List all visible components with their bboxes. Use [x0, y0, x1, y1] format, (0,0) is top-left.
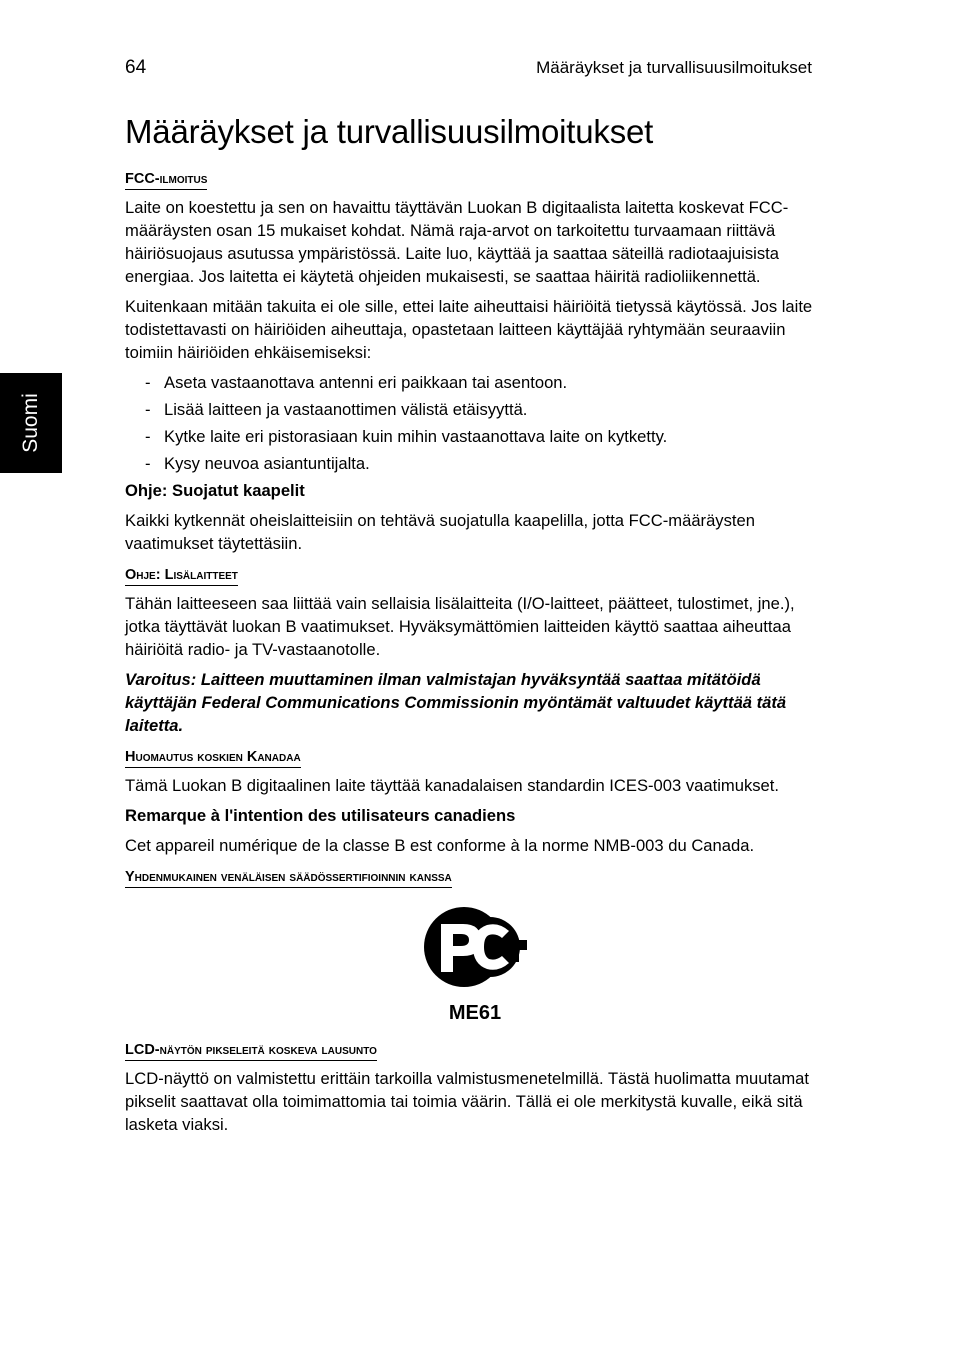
side-tab-label: Suomi — [19, 393, 42, 453]
pct-certification-logo-icon — [423, 906, 527, 988]
section-heading-peripherals: Ohje: Lisälaitteet — [125, 566, 238, 586]
lcd-text: LCD-näyttö on valmistettu erittäin tarkoilla valmistusmenetelmillä. Tästä huolimatta muutamat pikselit saattavat olla toimimattomia tai toimia väärin. Tällä ei ole merkitystä kuvalle, eikä sitä lasketa viaksi. — [125, 1069, 810, 1134]
list-item: - Lisää laitteen ja vastaanottimen välistä etäisyyttä. — [145, 400, 528, 419]
language-side-tab — [0, 373, 62, 473]
running-header: Määräykset ja turvallisuusilmoitukset — [536, 58, 812, 77]
logo-caption: ME61 — [448, 1002, 502, 1024]
section-heading-canada: Huomautus koskien Kanadaa — [125, 748, 301, 768]
fcc-measures-list — [125, 371, 825, 475]
list-item-text: Lisää laitteen ja vastaanottimen välistä etäisyyttä. — [164, 400, 528, 419]
cables-title: Ohje: Suojatut kaapelit — [125, 481, 305, 500]
warning-text: Varoitus: Laitteen muuttaminen ilman valmistajan hyväksyntää saattaa mitätöidä käyttäjän Federal Communications Commissionin myöntämät valtuudet käyttää tätä laitetta. — [125, 670, 787, 735]
cables-text: Kaikki kytkennät oheislaitteisiin on tehtävä suojatulla kaapelilla, jotta FCC-määräysten vaatimukset täytettäsiin. — [125, 511, 755, 553]
section-heading-lcd: LCD-näytön pikseleitä koskeva lausunto — [125, 1041, 377, 1061]
page-number: 64 — [125, 57, 147, 78]
list-item-text: Kysy neuvoa asiantuntijalta. — [164, 454, 370, 473]
list-item-text: Kytke laite eri pistorasiaan kuin mihin vastaanottava laite on kytketty. — [164, 427, 668, 446]
list-item: - Kytke laite eri pistorasiaan kuin mihin vastaanottava laite on kytketty. — [145, 427, 668, 446]
fcc-paragraph-1: Laite on koestettu ja sen on havaittu täyttävän Luokan B digitaalista laitetta koskevat FCC-määräysten osan 15 mukaiset kohdat. Nämä raja-arvot on tarkoitettu turvaamaan riittävä häiriösuojaus asutussa ympäristössä. Laite luo, käyttää ja saattaa säteillä radiotaajuisista energiaa. Jos laitetta ei käytetä ohjeiden mukaisesti, se saattaa häiritä radioliikennettä. — [125, 198, 789, 286]
list-item-text: Aseta vastaanottava antenni eri paikkaan tai asentoon. — [164, 373, 568, 392]
list-item: - Kysy neuvoa asiantuntijalta. — [145, 454, 370, 473]
certification-logo-block — [125, 906, 825, 1025]
page-title: Määräykset ja turvallisuusilmoitukset — [125, 113, 654, 150]
fcc-paragraph-2: Kuitenkaan mitään takuita ei ole sille, ettei laite aiheuttaisi häiriöitä tietyssä käytössä. Jos laite todistettavasti on häiriöiden aiheuttaja, opastetaan laitteen käyttäjää ryhtymään seuraaviin toimiin häiriöiden ehkäisemiseksi: — [125, 297, 813, 362]
document-body — [125, 112, 825, 1143]
peripherals-text: Tähän laitteeseen saa liittää vain sellaisia lisälaitteita (I/O-laitteet, päätteet, tulostimet, jne.), jotka täyttävät luokan B vaatimukset. Hyväksymättömien laitteiden käyttö saattaa aiheuttaa häiriöitä radio- ja TV-vastaanotolle. — [125, 594, 795, 659]
section-heading-russia: Yhdenmukainen venäläisen säädössertifioinnin kanssa — [125, 868, 452, 888]
canada-text: Tämä Luokan B digitaalinen laite täyttää kanadalaisen standardin ICES-003 vaatimukset. — [125, 776, 780, 795]
section-heading-fcc: FCC-ilmoitus — [125, 170, 207, 190]
list-item: - Aseta vastaanottava antenni eri paikkaan tai asentoon. — [145, 373, 568, 392]
canada-french-title: Remarque à l'intention des utilisateurs canadiens — [125, 806, 516, 825]
canada-french-text: Cet appareil numérique de la classe B est conforme à la norme NMB-003 du Canada. — [125, 836, 755, 855]
